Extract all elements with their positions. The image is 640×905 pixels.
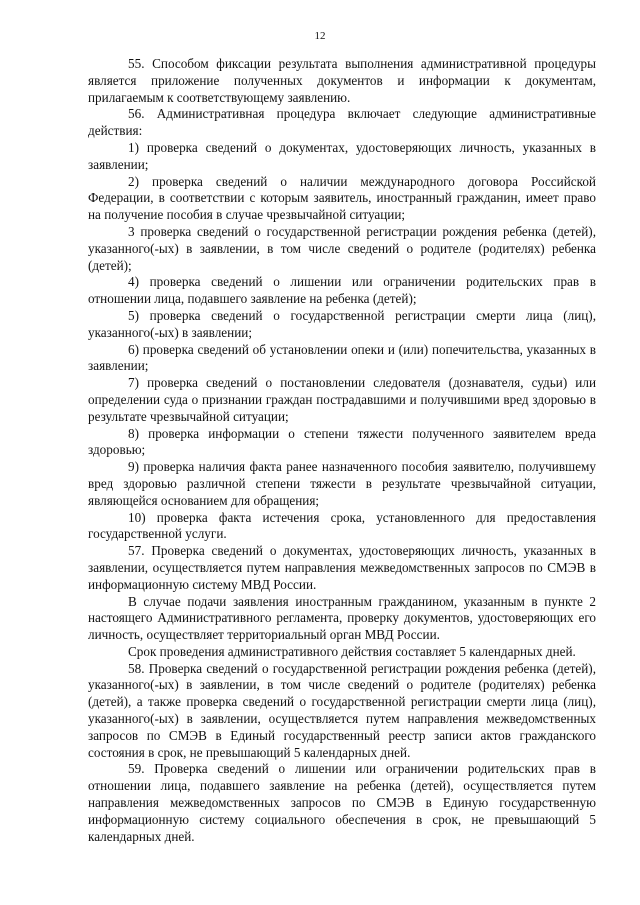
list-item-2: 2) проверка сведений о наличии международного договора Российской Федерации, в соответствии с которым заявитель, иностранный гражданин, имеет право на получение пособия в случае чрезвычайной ситуации;	[88, 173, 596, 223]
paragraph-56: 56. Административная процедура включает следующие административные действия:	[88, 106, 596, 139]
list-item-1: 1) проверка сведений о документах, удостоверяющих личность, указанных в заявлении;	[88, 139, 596, 172]
paragraph-57-foreign-citizen: В случае подачи заявления иностранным гражданином, указанным в пункте 2 настоящего Административного регламента, проверку документов, удостоверяющих его личность, осуществляет территориальный орган МВД России.	[88, 593, 596, 643]
list-item-9: 9) проверка наличия факта ранее назначенного пособия заявителю, получившему вред здоровью различной степени тяжести в результате чрезвычайной ситуации, являющейся основанием для обращения;	[88, 459, 596, 508]
paragraph-59: 59. Проверка сведений о лишении или ограничении родительских прав в отношении лица, подавшего заявление на ребенка (детей), осуществляется путем направления межведомственных запросов по СМЭВ в Единую государственную информационную систему социального обеспечения в срок, не превышающий 5 календарных дней.	[88, 761, 596, 844]
paragraph-57: 57. Проверка сведений о документах, удостоверяющих личность, указанных в заявлении, осуществляется путем направления межведомственных запросов по СМЭВ в информационную систему МВД России.	[88, 543, 596, 592]
paragraph-55: 55. Способом фиксации результата выполнения административной процедуры является приложение полученных документов и информации к документам, прилагаемым к соответствующему заявлению.	[88, 56, 596, 105]
paragraph-58: 58. Проверка сведений о государственной регистрации рождения ребенка (детей), указанного(-ых) в заявлении, в том числе сведений о родителе (родителях) ребенка (детей), а также проверка сведений о государственной регистрации смерти лица (лиц), указанного(-ых) в заявлении, осуществляется путем направления межведомственных запросов по СМЭВ в Единый государственный реестр записи актов гражданского состояния в срок, не превышающий 5 календарных дней.	[88, 660, 596, 760]
page-number: 12	[314, 30, 326, 42]
list-item-10: 10) проверка факта истечения срока, установленного для предоставления государственной услуги.	[88, 509, 596, 542]
paragraph-57-deadline: Срок проведения административного действия составляет 5 календарных дней.	[128, 643, 576, 659]
list-item-7: 7) проверка сведений о постановлении следователя (дознавателя, судьи) или определении суда о признании граждан пострадавшими и получившими вред здоровью в результате чрезвычайной ситуации;	[88, 375, 596, 424]
list-item-3: 3 проверка сведений о государственной регистрации рождения ребенка (детей), указанного(-ых) в заявлении, в том числе сведений о родителе (родителях) ребенка (детей);	[88, 223, 596, 273]
document-body	[88, 56, 596, 845]
list-item-4: 4) проверка сведений о лишении или ограничении родительских прав в отношении лица, подавшего заявление на ребенка (детей);	[88, 274, 596, 307]
list-item-8: 8) проверка информации о степени тяжести полученного заявителем вреда здоровью;	[88, 425, 596, 458]
list-item-6: 6) проверка сведений об установлении опеки и (или) попечительства, указанных в заявлении;	[88, 341, 596, 374]
list-item-5: 5) проверка сведений о государственной регистрации смерти лица (лиц), указанного(-ых) в заявлении;	[88, 307, 596, 340]
